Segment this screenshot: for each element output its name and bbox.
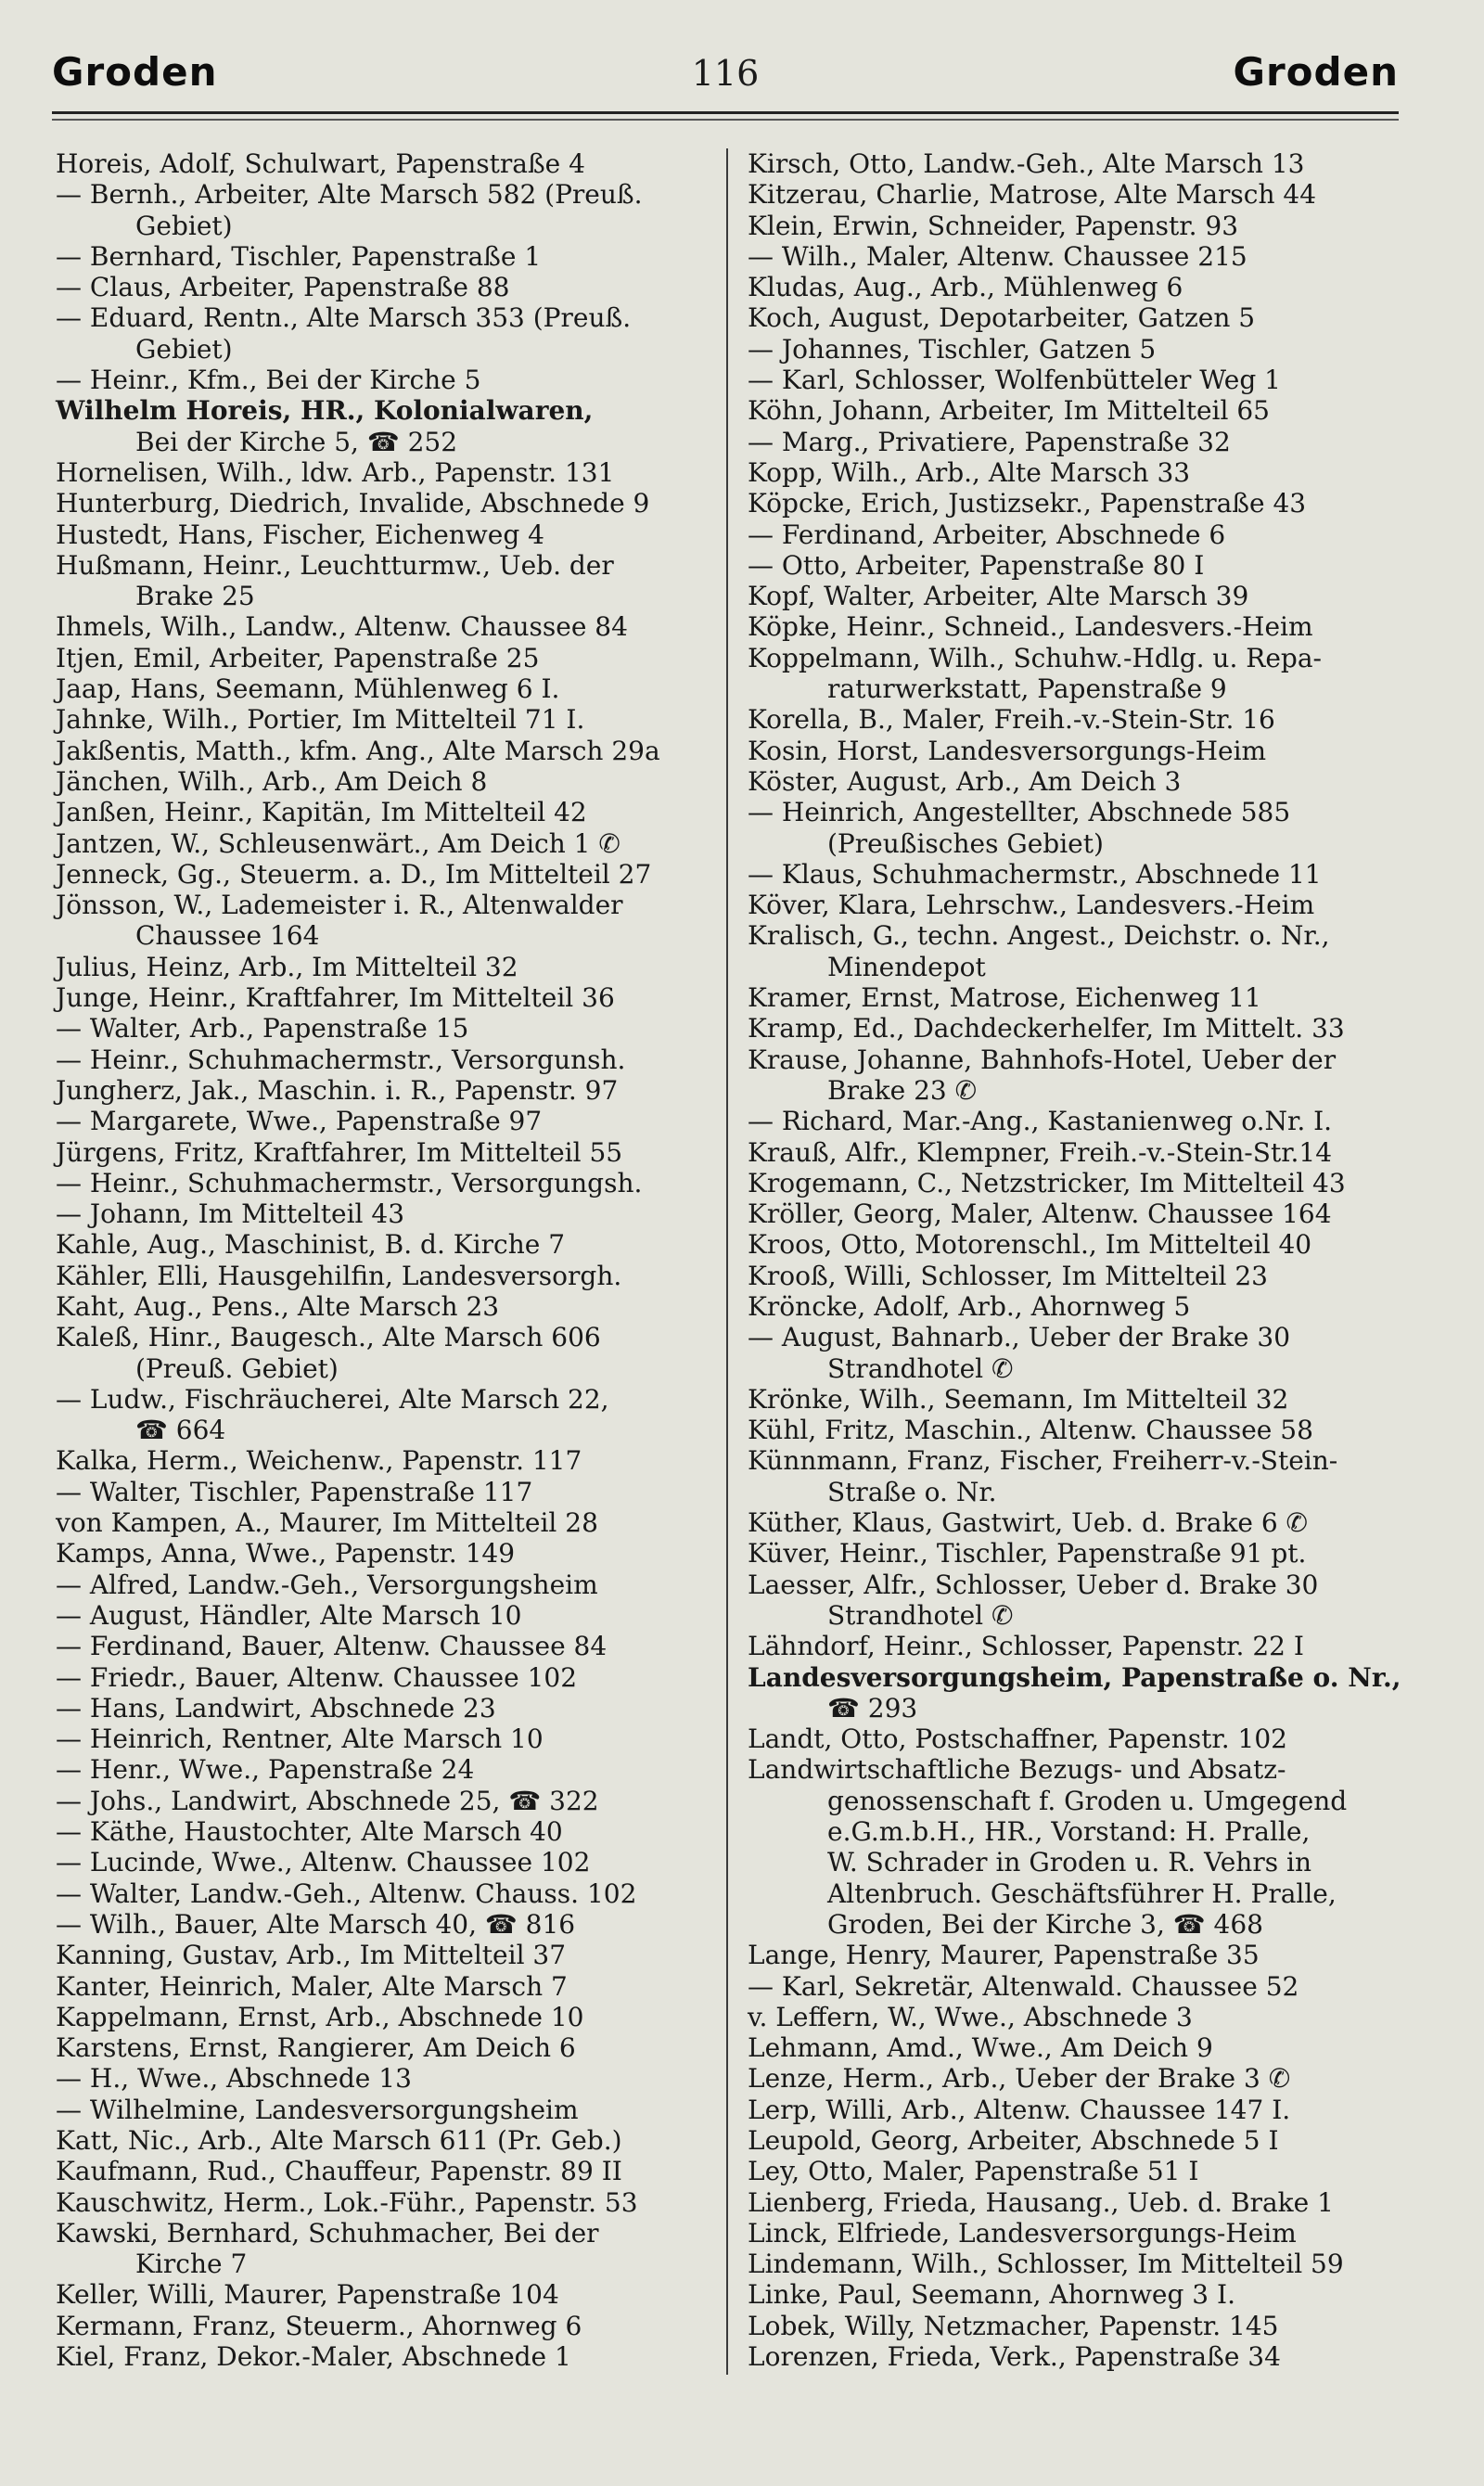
header-rule-thin: [52, 119, 1399, 121]
directory-entry: Ley, Otto, Maler, Papenstraße 51 I: [748, 2156, 1199, 2187]
directory-entry: W. Schrader in Groden u. R. Vehrs in: [827, 1847, 1311, 1878]
directory-entry: Landt, Otto, Postschaffner, Papenstr. 102: [748, 1724, 1287, 1755]
directory-entry: Jaap, Hans, Seemann, Mühlenweg 6 I.: [56, 673, 560, 705]
directory-entry: Karstens, Ernst, Rangierer, Am Deich 6: [56, 2032, 576, 2064]
directory-entry: Lerp, Willi, Arb., Altenw. Chaussee 147 I.: [748, 2094, 1291, 2125]
directory-entry: ☎ 293: [827, 1692, 918, 1724]
directory-entry: Ihmels, Wilh., Landw., Altenw. Chaussee 84: [56, 611, 628, 643]
directory-entry: Krooß, Willi, Schlosser, Im Mittelteil 23: [748, 1260, 1268, 1291]
header-left-title: Groden: [52, 49, 218, 95]
directory-entry: Jakßentis, Matth., kfm. Ang., Alte Marsch 29a: [56, 735, 660, 766]
header-rule: [52, 111, 1399, 114]
directory-entry: Kühl, Fritz, Maschin., Altenw. Chaussee 58: [748, 1415, 1313, 1446]
directory-entry: Laesser, Alfr., Schlosser, Ueber d. Brake 30: [748, 1569, 1319, 1600]
directory-entry: — Bernh., Arbeiter, Alte Marsch 582 (Preuß.: [56, 179, 643, 211]
directory-entry: Koch, August, Depotarbeiter, Gatzen 5: [748, 302, 1256, 334]
directory-entry: Strandhotel ✆: [827, 1599, 1014, 1631]
directory-entry: Kröller, Georg, Maler, Altenw. Chaussee 164: [748, 1198, 1332, 1230]
directory-entry: Köpke, Heinr., Schneid., Landesvers.-Heim: [748, 611, 1313, 643]
directory-entry: Kröncke, Adolf, Arb., Ahornweg 5: [748, 1290, 1191, 1322]
directory-entry: — Karl, Schlosser, Wolfenbütteler Weg 1: [748, 365, 1281, 396]
directory-entry: Leupold, Georg, Arbeiter, Abschnede 5 I: [748, 2125, 1279, 2156]
directory-entry: — Lucinde, Wwe., Altenw. Chaussee 102: [56, 1847, 591, 1878]
directory-entry: — Eduard, Rentn., Alte Marsch 353 (Preuß.: [56, 302, 632, 334]
directory-entry: Kirche 7: [135, 2249, 248, 2280]
directory-entry: — August, Bahnarb., Ueber der Brake 30: [748, 1322, 1291, 1353]
directory-entry: Kaufmann, Rud., Chauffeur, Papenstr. 89 II: [56, 2156, 622, 2187]
directory-entry: Kahle, Aug., Maschinist, B. d. Kirche 7: [56, 1229, 566, 1261]
directory-entry: ☎ 664: [135, 1415, 226, 1446]
directory-entry: — Bernhard, Tischler, Papenstraße 1: [56, 240, 542, 272]
directory-entry: Koppelmann, Wilh., Schuhw.-Hdlg. u. Repa-: [748, 642, 1322, 673]
directory-entry: Jürgens, Fritz, Kraftfahrer, Im Mittelteil 55: [56, 1136, 623, 1168]
directory-entry: — Karl, Sekretär, Altenwald. Chaussee 52: [748, 1970, 1299, 2002]
directory-entry: — Walter, Arb., Papenstraße 15: [56, 1013, 469, 1044]
directory-entry: Hornelisen, Wilh., ldw. Arb., Papenstr. 131: [56, 456, 615, 488]
directory-entry: v. Leffern, W., Wwe., Abschnede 3: [748, 2001, 1193, 2032]
directory-entry: Landesversorgungsheim, Papenstraße o. Nr.,: [748, 1661, 1401, 1693]
directory-entry: Jungherz, Jak., Maschin. i. R., Papenstr. 97: [56, 1074, 619, 1106]
directory-entry: Strandhotel ✆: [827, 1352, 1014, 1384]
directory-entry: — Alfred, Landw.-Geh., Versorgungsheim: [56, 1569, 598, 1600]
directory-entry: Kirsch, Otto, Landw.-Geh., Alte Marsch 13: [748, 148, 1305, 179]
directory-entry: Jänchen, Wilh., Arb., Am Deich 8: [56, 765, 488, 797]
directory-entry: — Hans, Landwirt, Abschnede 23: [56, 1692, 496, 1724]
directory-entry: — Johann, Im Mittelteil 43: [56, 1198, 405, 1230]
directory-entry: Lehmann, Amd., Wwe., Am Deich 9: [748, 2032, 1213, 2064]
directory-entry: — Wilhelmine, Landesversorgungsheim: [56, 2094, 579, 2125]
directory-entry: Keller, Willi, Maurer, Papenstraße 104: [56, 2279, 559, 2311]
directory-entry: Köver, Klara, Lehrschw., Landesvers.-Heim: [748, 890, 1315, 921]
directory-entry: Kamps, Anna, Wwe., Papenstr. 149: [56, 1538, 516, 1570]
directory-entry: Kähler, Elli, Hausgehilfin, Landesversorgh.: [56, 1260, 622, 1291]
directory-entry: Jahnke, Wilh., Portier, Im Mittelteil 71 I.: [56, 704, 585, 736]
directory-entry: — Heinr., Schuhmachermstr., Versorgungsh.: [56, 1167, 643, 1198]
directory-entry: — Johannes, Tischler, Gatzen 5: [748, 333, 1157, 365]
directory-entry: Köpcke, Erich, Justizsekr., Papenstraße 43: [748, 488, 1307, 519]
directory-entry: Jantzen, W., Schleusenwärt., Am Deich 1 ✆: [56, 827, 620, 859]
directory-entry: Kroos, Otto, Motorenschl., Im Mittelteil 40: [748, 1229, 1312, 1261]
header-right-title: Groden: [1233, 49, 1399, 95]
directory-entry: Jenneck, Gg., Steuerm. a. D., Im Mittelteil 27: [56, 858, 652, 890]
page-header: [52, 48, 1399, 104]
directory-entry: — Claus, Arbeiter, Papenstraße 88: [56, 272, 510, 303]
directory-entry: Kawski, Bernhard, Schuhmacher, Bei der: [56, 2217, 599, 2249]
directory-entry: Lorenzen, Frieda, Verk., Papenstraße 34: [748, 2341, 1281, 2373]
directory-entry: Lenze, Herm., Arb., Ueber der Brake 3 ✆: [748, 2063, 1291, 2095]
left-column: [56, 148, 742, 2372]
directory-entry: genossenschaft f. Groden u. Umgegend: [827, 1785, 1348, 1816]
directory-entry: Künnmann, Franz, Fischer, Freiherr-v.-Stein-: [748, 1445, 1338, 1477]
directory-entry: — August, Händler, Alte Marsch 10: [56, 1599, 522, 1631]
directory-entry: Küther, Klaus, Gastwirt, Ueb. d. Brake 6 ✆: [748, 1507, 1308, 1539]
directory-entry: Krönke, Wilh., Seemann, Im Mittelteil 32: [748, 1383, 1289, 1415]
directory-entry: Janßen, Heinr., Kapitän, Im Mittelteil 42: [56, 797, 587, 828]
directory-entry: Kanter, Heinrich, Maler, Alte Marsch 7: [56, 1970, 568, 2002]
directory-entry: — Heinr., Schuhmachermstr., Versorgunsh.: [56, 1044, 626, 1075]
directory-entry: Kludas, Aug., Arb., Mühlenweg 6: [748, 272, 1183, 303]
directory-entry: — Walter, Tischler, Papenstraße 117: [56, 1476, 533, 1507]
directory-entry: Minendepot: [827, 951, 986, 982]
directory-entry: Kralisch, G., techn. Angest., Deichstr. o. Nr.,: [748, 920, 1330, 952]
directory-entry: Korella, B., Maler, Freih.-v.-Stein-Str. 16: [748, 704, 1275, 736]
directory-entry: — Heinrich, Angestellter, Abschnede 585: [748, 797, 1291, 828]
directory-entry: Brake 25: [135, 581, 255, 612]
directory-entry: (Preußisches Gebiet): [827, 827, 1104, 859]
directory-entry: — Wilh., Bauer, Alte Marsch 40, ☎ 816: [56, 1908, 576, 1940]
directory-entry: Linke, Paul, Seemann, Ahornweg 3 I.: [748, 2279, 1235, 2311]
directory-entry: Krause, Johanne, Bahnhofs-Hotel, Ueber der: [748, 1044, 1337, 1075]
directory-entry: — Wilh., Maler, Altenw. Chaussee 215: [748, 240, 1247, 272]
directory-entry: — Käthe, Haustochter, Alte Marsch 40: [56, 1816, 563, 1848]
directory-entry: Linck, Elfriede, Landesversorgungs-Heim: [748, 2217, 1297, 2249]
directory-entry: Kauschwitz, Herm., Lok.-Führ., Papenstr. 53: [56, 2186, 638, 2218]
directory-entry: Kramp, Ed., Dachdeckerhelfer, Im Mittelt. 33: [748, 1013, 1345, 1044]
right-column: [748, 148, 1434, 2372]
directory-entry: Brake 23 ✆: [827, 1074, 978, 1106]
directory-entry: e.G.m.b.H., HR., Vorstand: H. Pralle,: [827, 1816, 1311, 1848]
directory-entry: Bei der Kirche 5, ☎ 252: [135, 426, 458, 457]
directory-entry: — Johs., Landwirt, Abschnede 25, ☎ 322: [56, 1785, 599, 1816]
directory-entry: Straße o. Nr.: [827, 1476, 997, 1507]
directory-entry: raturwerkstatt, Papenstraße 9: [827, 673, 1227, 705]
directory-entry: Gebiet): [135, 333, 233, 365]
directory-entry: Klein, Erwin, Schneider, Papenstr. 93: [748, 210, 1239, 241]
page-number: 116: [691, 53, 760, 94]
directory-entry: Kosin, Horst, Landesversorgungs-Heim: [748, 735, 1267, 766]
directory-entry: Lindemann, Wilh., Schlosser, Im Mittelteil 59: [748, 2249, 1344, 2280]
directory-entry: Kalka, Herm., Weichenw., Papenstr. 117: [56, 1445, 582, 1477]
directory-entry: Wilhelm Horeis, HR., Kolonialwaren,: [56, 395, 594, 427]
directory-entry: Lähndorf, Heinr., Schlosser, Papenstr. 22 I: [748, 1631, 1304, 1662]
directory-entry: — Heinr., Kfm., Bei der Kirche 5: [56, 365, 481, 396]
directory-entry: — Marg., Privatiere, Papenstraße 32: [748, 426, 1231, 457]
directory-entry: Altenbruch. Geschäftsführer H. Pralle,: [827, 1877, 1337, 1909]
directory-entry: — Walter, Landw.-Geh., Altenw. Chauss. 102: [56, 1877, 637, 1909]
directory-entry: Junge, Heinr., Kraftfahrer, Im Mittelteil 36: [56, 982, 615, 1014]
directory-entry: — Otto, Arbeiter, Papenstraße 80 I: [748, 549, 1205, 581]
directory-entry: Köster, August, Arb., Am Deich 3: [748, 765, 1182, 797]
directory-entry: Itjen, Emil, Arbeiter, Papenstraße 25: [56, 642, 540, 673]
directory-entry: — Ferdinand, Arbeiter, Abschnede 6: [748, 519, 1226, 550]
directory-entry: — Ferdinand, Bauer, Altenw. Chaussee 84: [56, 1631, 608, 1662]
directory-entry: — Henr., Wwe., Papenstraße 24: [56, 1754, 475, 1786]
directory-entry: Kermann, Franz, Steuerm., Ahornweg 6: [56, 2310, 582, 2341]
directory-entry: — Margarete, Wwe., Papenstraße 97: [56, 1106, 543, 1137]
directory-entry: Krogemann, C., Netzstricker, Im Mittelteil 43: [748, 1167, 1346, 1198]
directory-entry: Lobek, Willy, Netzmacher, Papenstr. 145: [748, 2310, 1279, 2341]
directory-entry: Hustedt, Hans, Fischer, Eichenweg 4: [56, 519, 544, 550]
directory-entry: Hunterburg, Diedrich, Invalide, Abschnede 9: [56, 488, 650, 519]
directory-entry: Kiel, Franz, Dekor.-Maler, Abschnede 1: [56, 2341, 571, 2373]
directory-entry: Lienberg, Frieda, Hausang., Ueb. d. Brake 1: [748, 2186, 1334, 2218]
directory-entry: Hußmann, Heinr., Leuchtturmw., Ueb. der: [56, 549, 614, 581]
directory-entry: Köhn, Johann, Arbeiter, Im Mittelteil 65: [748, 395, 1270, 427]
directory-entry: Gebiet): [135, 210, 233, 241]
directory-entry: Kaht, Aug., Pens., Alte Marsch 23: [56, 1290, 500, 1322]
directory-entry: Kappelmann, Ernst, Arb., Abschnede 10: [56, 2001, 584, 2032]
directory-entry: Kaleß, Hinr., Baugesch., Alte Marsch 606: [56, 1322, 601, 1353]
directory-entry: Küver, Heinr., Tischler, Papenstraße 91 pt.: [748, 1538, 1307, 1570]
directory-entry: — Klaus, Schuhmachermstr., Abschnede 11: [748, 858, 1322, 890]
directory-entry: Chaussee 164: [135, 920, 320, 952]
directory-entry: Kopp, Wilh., Arb., Alte Marsch 33: [748, 456, 1191, 488]
directory-entry: Kanning, Gustav, Arb., Im Mittelteil 37: [56, 1940, 567, 1971]
directory-entry: Kramer, Ernst, Matrose, Eichenweg 11: [748, 982, 1261, 1014]
directory-entry: — H., Wwe., Abschnede 13: [56, 2063, 412, 2095]
directory-entry: Lange, Henry, Maurer, Papenstraße 35: [748, 1940, 1260, 1971]
directory-entry: — Friedr., Bauer, Altenw. Chaussee 102: [56, 1661, 578, 1693]
directory-entry: Katt, Nic., Arb., Alte Marsch 611 (Pr. Geb.): [56, 2125, 622, 2156]
directory-entry: Kopf, Walter, Arbeiter, Alte Marsch 39: [748, 581, 1249, 612]
directory-entry: (Preuß. Gebiet): [135, 1352, 339, 1384]
directory-entry: — Heinrich, Rentner, Alte Marsch 10: [56, 1724, 544, 1755]
directory-entry: Horeis, Adolf, Schulwart, Papenstraße 4: [56, 148, 585, 179]
directory-entry: Julius, Heinz, Arb., Im Mittelteil 32: [56, 951, 518, 982]
directory-entry: — Ludw., Fischräucherei, Alte Marsch 22,: [56, 1383, 609, 1415]
directory-entry: Krauß, Alfr., Klempner, Freih.-v.-Stein-Str.14: [748, 1136, 1333, 1168]
directory-entry: Jönsson, W., Lademeister i. R., Altenwalder: [56, 890, 623, 921]
directory-entry: Kitzerau, Charlie, Matrose, Alte Marsch 44: [748, 179, 1317, 211]
directory-entry: Groden, Bei der Kirche 3, ☎ 468: [827, 1908, 1263, 1940]
directory-entry: Landwirtschaftliche Bezugs- und Absatz-: [748, 1754, 1286, 1786]
directory-entry: von Kampen, A., Maurer, Im Mittelteil 28: [56, 1507, 598, 1539]
directory-entry: — Richard, Mar.-Ang., Kastanienweg o.Nr. I.: [748, 1106, 1333, 1137]
